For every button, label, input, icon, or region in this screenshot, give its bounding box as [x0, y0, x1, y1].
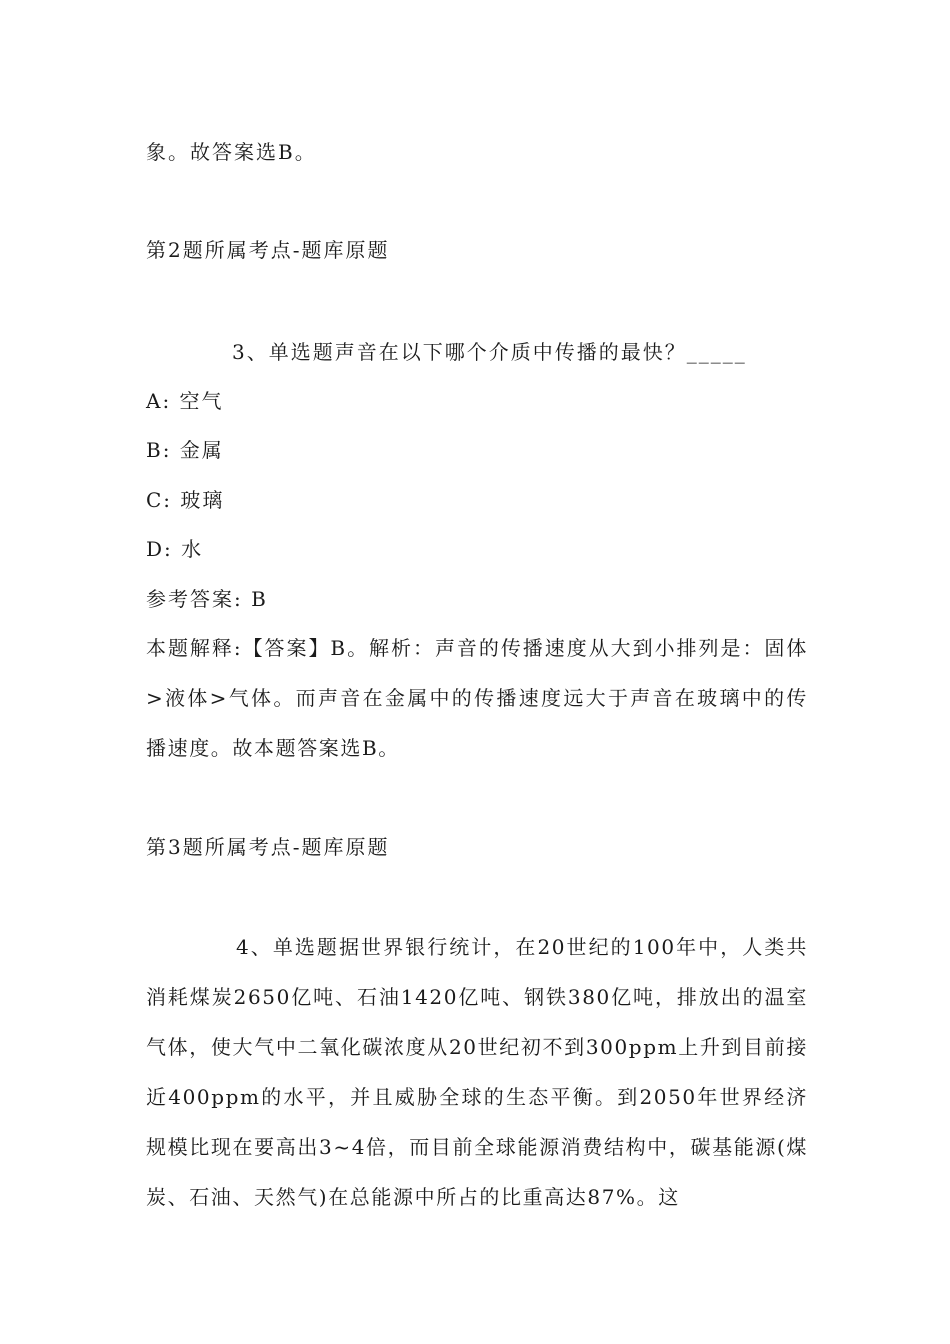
question-4-stem: 4、单选题据世界银行统计，在20世纪的100年中，人类共消耗煤炭2650亿吨、石油1420亿吨、钢铁380亿吨，排放出的温室气体，使大气中二氧化碳浓度从20世纪初不到300ppm上升到目前接近400ppm的水平，并且威胁全球的生态平衡。到2050年世界经济规模比现在要高出3~4倍，而目前全球能源消费结构中，碳基能源(煤炭、石油、天然气)在总能源中所占的比重高达87%。这: [146, 935, 808, 1209]
reference-answer: 参考答案: B: [146, 587, 268, 611]
option-a: A: 空气: [146, 389, 224, 413]
previous-explanation-tail: 象。故答案选B。: [146, 140, 317, 164]
option-d: D: 水: [146, 537, 204, 561]
question-2-knowledge-point: 第2题所属考点-题库原题: [146, 238, 390, 262]
option-b: B: 金属: [146, 438, 224, 462]
question-3-stem: 3、单选题声音在以下哪个介质中传播的最快？_____: [232, 340, 747, 364]
option-c: C: 玻璃: [146, 488, 225, 512]
question-3-knowledge-point: 第3题所属考点-题库原题: [146, 835, 390, 859]
question-3-explanation: 本题解释:【答案】B。解析：声音的传播速度从大到小排列是：固体>液体>气体。而声音在金属中的传播速度远大于声音在玻璃中的传播速度。故本题答案选B。: [146, 636, 808, 760]
